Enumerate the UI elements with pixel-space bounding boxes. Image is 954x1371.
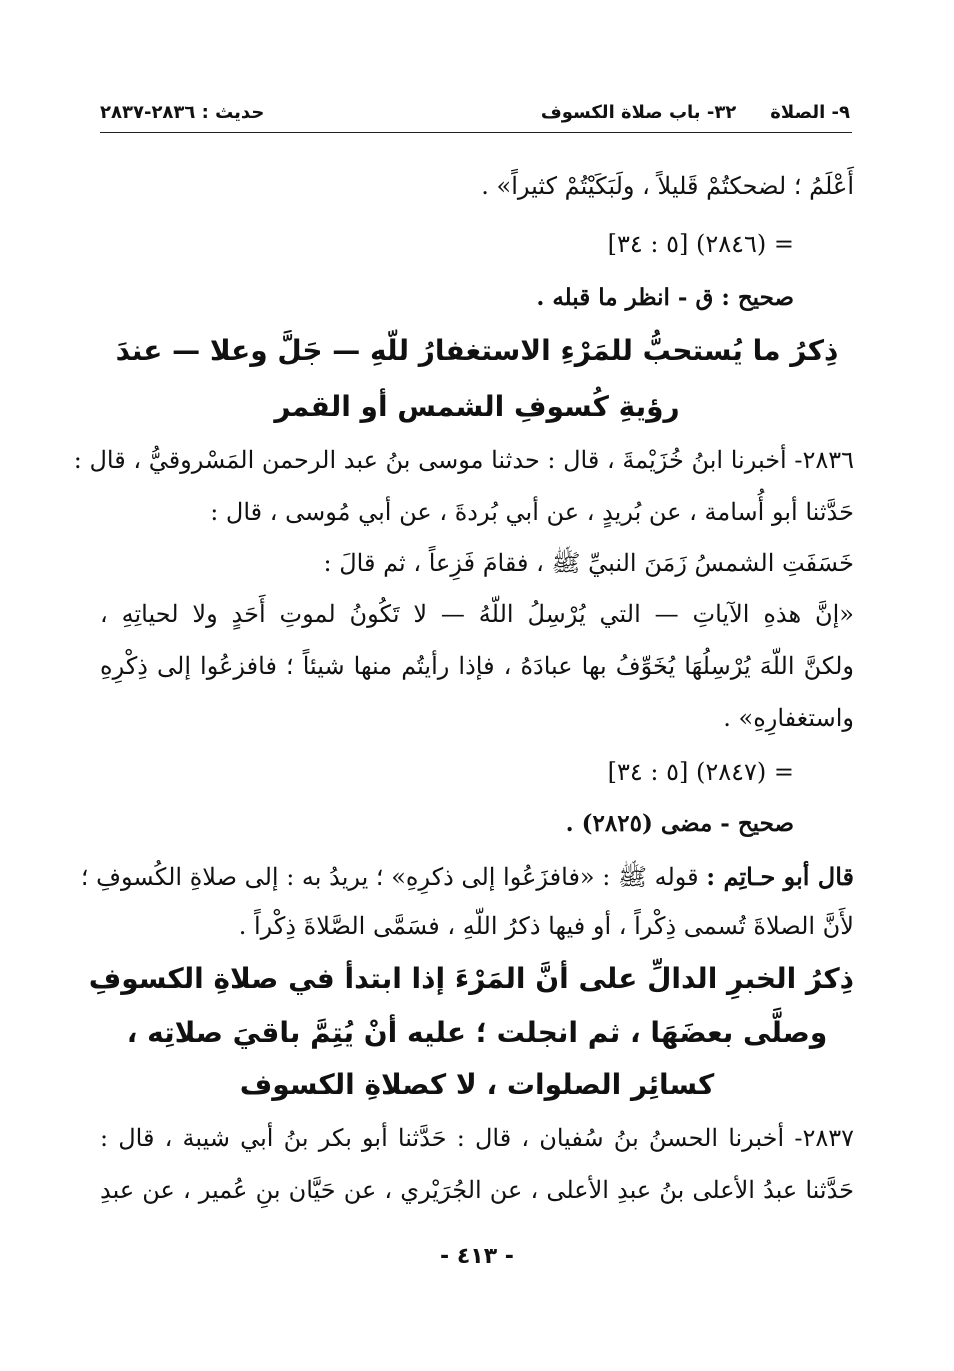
hadith-line: ٢٨٣٦- أخبرنا ابنُ خُزَيْمةَ ، قال : حدثنا موسى بنُ عبد الرحمن المَسْروقيُّ ، قال : (73, 446, 854, 474)
header-right (541, 102, 850, 123)
chapter-title: ذِكرُ الخبرِ الدالِّ على أنَّ المَرْءَ إذا ابتدأ في صلاةِ الكسوفِ (88, 962, 854, 995)
chapter-title: وصلَّى بعضَهَا ، ثم انجلت ؛ عليه أنْ يُتِمَّ باقيَ صلاتِه ، (126, 1016, 828, 1049)
reference-line: = (٢٨٤٧) [٥ : ٣٤] (607, 758, 794, 786)
commentary-line (80, 862, 854, 897)
hadith-line: حَدَّثنا عبدُ الأعلى بنُ عبدِ الأعلى ، عن الجُرَيْري ، عن حَيَّان بنِ عُمير ، عن عبدِ (100, 1176, 854, 1204)
commentary-line: لأَنَّ الصلاةَ تُسمى ذِكْراً ، أو فيها ذكرُ اللّهِ ، فسَمَّى الصَّلاةَ ذِكْراً . (238, 912, 854, 940)
commentary-text: قوله ﷺ : «فافزَعُوا إلى ذكرِهِ» ؛ يريدُ به : إلى صلاةِ الكُسوفِ ؛ (80, 863, 707, 891)
chapter-title: رؤيةِ كُسوفِ الشمس أو القمر (274, 390, 680, 423)
hadith-line: خَسَفَتِ الشمسُ زَمَنَ النبيِّ ﷺ ، فقامَ فَزِعاً ، ثم قالَ : (323, 549, 854, 577)
hadith-line: «إنَّ هذهِ الآياتِ — التي يُرْسِلُ اللّهُ — لا تَكُونُ لموتِ أَحَدٍ ولا لحياتِهِ ، (100, 600, 854, 628)
header-rule (100, 132, 852, 133)
header-section: ٣٢- باب صلاة الكسوف (540, 101, 737, 123)
running-header (100, 94, 850, 130)
page-number: - ٤١٣ - (440, 1244, 514, 1269)
text-line: أَعْلَمُ ؛ لضحكتُمْ قَليلاً ، ولَبَكَيْتُمْ كثيراً» . (481, 172, 854, 200)
hadith-line: واستغفارِهِ» . (723, 704, 854, 732)
reference-line: = (٢٨٤٦) [٥ : ٣٤] (607, 230, 794, 258)
grading-note: صحيح - مضى (٢٨٢٥) . (565, 810, 794, 837)
hadith-line: ٢٨٣٧- أخبرنا الحسنُ بنُ سُفيان ، قال : حَدَّثنا أبو بكر بنُ أبي شيبة ، قال : (100, 1124, 854, 1152)
grading-note: صحيح : ق - انظر ما قبله . (536, 284, 794, 311)
hadith-line: حَدَّثنا أبو أُسامة ، عن بُريدٍ ، عن أبي بُردةَ ، عن أبي مُوسى ، قال : (210, 498, 854, 526)
header-chapter: ٩- الصلاة (770, 101, 850, 123)
chapter-title: كسائِر الصلوات ، لا كصلاةِ الكسوف (239, 1068, 715, 1101)
header-hadith-range: حديث : ٢٨٣٦-٢٨٣٧ (100, 101, 265, 123)
commentary-speaker: قال أبو حـاتِم : (706, 862, 854, 891)
hadith-line: ولكنَّ اللّهَ يُرْسِلُهَا يُخَوِّفُ بها عبادَهُ ، فإذا رأيتُم منها شيئاً ؛ فافزعُوا إلى ذِكْرِهِ (100, 652, 854, 680)
chapter-title: ذِكرُ ما يُستحبُّ للمَرْءِ الاستغفارُ للّهِ — جَلَّ وعلا — عندَ (115, 334, 839, 367)
